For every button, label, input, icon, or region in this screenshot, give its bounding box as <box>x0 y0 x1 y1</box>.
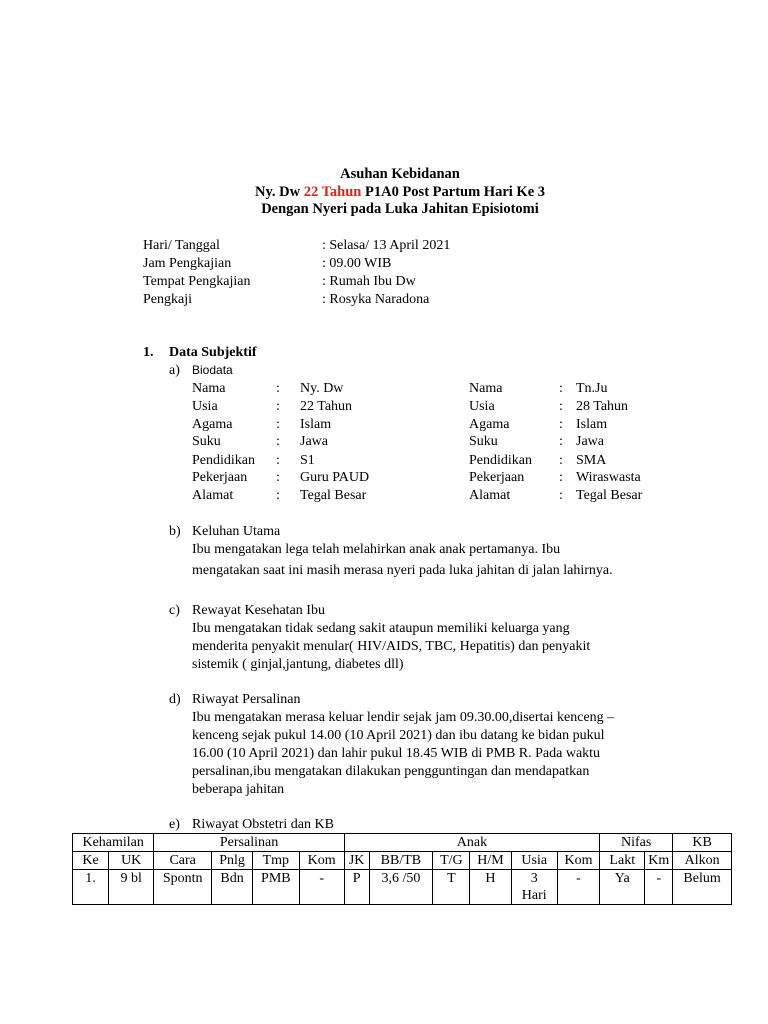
col-header: Alkon <box>673 852 732 870</box>
persalinan-heading: Riwayat Persalinan <box>192 692 301 707</box>
bio-colon: : <box>276 434 280 449</box>
bio-colon: : <box>559 488 563 503</box>
bio-right-key: Pendidikan <box>469 453 532 468</box>
persalinan-line: 16.00 (10 April 2021) dan lahir pukul 18.45 WIB di PMB R. Pada waktu <box>192 746 601 761</box>
bio-right-value: 28 Tahun <box>576 399 629 414</box>
bio-right-value: SMA <box>576 453 607 468</box>
usia-value: 3 <box>530 871 538 886</box>
group-kb: KB <box>673 834 732 852</box>
bio-left-key: Pendidikan <box>192 453 255 468</box>
bio-colon: : <box>276 488 280 503</box>
doc-title-line2 <box>0 184 768 201</box>
bio-right-key: Nama <box>469 381 503 396</box>
bio-left-key: Nama <box>192 381 226 396</box>
kesehatan-line: Ibu mengatakan tidak sedang sakit ataupun memiliki keluarga yang <box>192 621 570 636</box>
bio-right-value: Jawa <box>576 434 604 449</box>
obstetri-marker: e) <box>169 817 180 832</box>
table-group-row <box>73 834 732 852</box>
bio-right-key: Pekerjaan <box>469 470 525 485</box>
bio-right-value: Tegal Besar <box>576 488 643 503</box>
persalinan-line: persalinan,ibu mengatakan dilakukan pengguntingan dan mendapatkan <box>192 764 590 779</box>
table-cell: H <box>470 870 511 905</box>
col-header: BB/TB <box>369 852 433 870</box>
col-header: JK <box>344 852 369 870</box>
bio-colon: : <box>276 453 280 468</box>
persalinan-marker: d) <box>169 692 181 707</box>
doc-title-line1: Asuhan Kebidanan <box>340 166 460 182</box>
kesehatan-line: sistemik ( ginjal,jantung, diabetes dll) <box>192 657 404 672</box>
bio-colon: : <box>559 470 563 485</box>
table-cell: P <box>344 870 369 905</box>
table-row <box>73 870 732 905</box>
table-cell-usia <box>511 870 557 905</box>
persalinan-line: Ibu mengatakan merasa keluar lendir sejak jam 09.30.00,disertai kenceng – <box>192 710 615 725</box>
table-cell: 1. <box>73 870 109 905</box>
section-number: 1. <box>143 345 154 360</box>
table-cell: Belum <box>673 870 732 905</box>
bio-right-value: Wiraswasta <box>576 470 641 485</box>
usia-unit: Hari <box>521 888 547 903</box>
kesehatan-heading: Rewayat Kesehatan Ibu <box>192 603 325 618</box>
table-header-row <box>73 852 732 870</box>
section-title: Data Subjektif <box>169 345 257 360</box>
title-patient: Ny. Dw <box>254 184 304 200</box>
table-cell: Bdn <box>211 870 252 905</box>
bio-left-value: S1 <box>300 453 315 468</box>
group-kehamilan: Kehamilan <box>73 834 154 852</box>
info-label-assessor: Pengkaji <box>143 292 192 307</box>
keluhan-heading: Keluhan Utama <box>192 524 281 539</box>
bio-right-key: Alamat <box>469 488 511 503</box>
keluhan-marker: b) <box>169 524 181 539</box>
bio-left-value: Islam <box>300 417 332 432</box>
info-label-place: Tempat Pengkajian <box>143 274 251 289</box>
bio-right-value: Tn.Ju <box>576 381 608 396</box>
group-nifas: Nifas <box>600 834 673 852</box>
col-header: Km <box>645 852 673 870</box>
col-header: Tmp <box>253 852 299 870</box>
bio-right-key: Usia <box>469 399 495 414</box>
biodata-label: Biodata <box>192 363 233 377</box>
table-cell: - <box>645 870 673 905</box>
info-value-date: : Selasa/ 13 April 2021 <box>322 238 451 253</box>
group-anak: Anak <box>344 834 599 852</box>
bio-colon: : <box>559 434 563 449</box>
bio-left-value: Jawa <box>300 434 328 449</box>
title-status: P1A0 Post Partum Hari Ke 3 <box>361 184 546 200</box>
table-cell: PMB <box>253 870 299 905</box>
col-header: T/G <box>433 852 470 870</box>
biodata-marker: a) <box>169 363 180 378</box>
info-label-time: Jam Pengkajian <box>143 256 232 271</box>
group-persalinan: Persalinan <box>154 834 344 852</box>
bio-colon: : <box>559 399 563 414</box>
table-cell: 3,6 /50 <box>369 870 433 905</box>
col-header: Lakt <box>600 852 645 870</box>
kesehatan-marker: c) <box>169 603 180 618</box>
info-label-date: Hari/ Tanggal <box>143 238 220 253</box>
bio-colon: : <box>559 417 563 432</box>
info-value-assessor: : Rosyka Naradona <box>322 292 430 307</box>
kesehatan-line: menderita penyakit menular( HIV/AIDS, TBC, Hepatitis) dan penyakit <box>192 639 591 654</box>
bio-left-key: Suku <box>192 434 221 449</box>
bio-left-value: 22 Tahun <box>300 399 353 414</box>
bio-right-value: Islam <box>576 417 608 432</box>
info-value-place: : Rumah Ibu Dw <box>322 274 416 289</box>
col-header: Usia <box>511 852 557 870</box>
table-cell: - <box>299 870 344 905</box>
table-cell: Ya <box>600 870 645 905</box>
col-header: Ke <box>73 852 109 870</box>
keluhan-line: Ibu mengatakan lega telah melahirkan anak anak pertamanya. Ibu <box>192 542 561 557</box>
obstetri-heading: Riwayat Obstetri dan KB <box>192 817 334 832</box>
table-cell: - <box>557 870 599 905</box>
bio-left-key: Agama <box>192 417 233 432</box>
col-header: H/M <box>470 852 511 870</box>
title-age: 22 Tahun <box>303 184 362 200</box>
bio-left-key: Pekerjaan <box>192 470 248 485</box>
bio-right-key: Suku <box>469 434 498 449</box>
col-header: Kom <box>557 852 599 870</box>
bio-left-key: Usia <box>192 399 218 414</box>
bio-colon: : <box>559 453 563 468</box>
table-cell: T <box>433 870 470 905</box>
col-header: Cara <box>154 852 212 870</box>
bio-right-key: Agama <box>469 417 510 432</box>
doc-title-line3: Dengan Nyeri pada Luka Jahitan Episiotomi <box>261 201 539 217</box>
bio-left-value: Guru PAUD <box>300 470 370 485</box>
keluhan-line: mengatakan saat ini masih merasa nyeri pada luka jahitan di jalan lahirnya. <box>192 563 613 578</box>
bio-left-key: Alamat <box>192 488 234 503</box>
bio-left-value: Ny. Dw <box>300 381 344 396</box>
persalinan-line: beberapa jahitan <box>192 782 285 797</box>
col-header: Pnlg <box>211 852 252 870</box>
info-value-time: : 09.00 WIB <box>322 256 392 271</box>
obstetri-table <box>72 833 732 905</box>
col-header: UK <box>109 852 154 870</box>
persalinan-line: kenceng sejak pukul 14.00 (10 April 2021) dan ibu datang ke bidan pukul <box>192 728 605 743</box>
bio-colon: : <box>276 470 280 485</box>
bio-colon: : <box>559 381 563 396</box>
bio-colon: : <box>276 417 280 432</box>
bio-colon: : <box>276 381 280 396</box>
table-cell: Spontn <box>154 870 212 905</box>
col-header: Kom <box>299 852 344 870</box>
bio-colon: : <box>276 399 280 414</box>
table-cell: 9 bl <box>109 870 154 905</box>
bio-left-value: Tegal Besar <box>300 488 367 503</box>
